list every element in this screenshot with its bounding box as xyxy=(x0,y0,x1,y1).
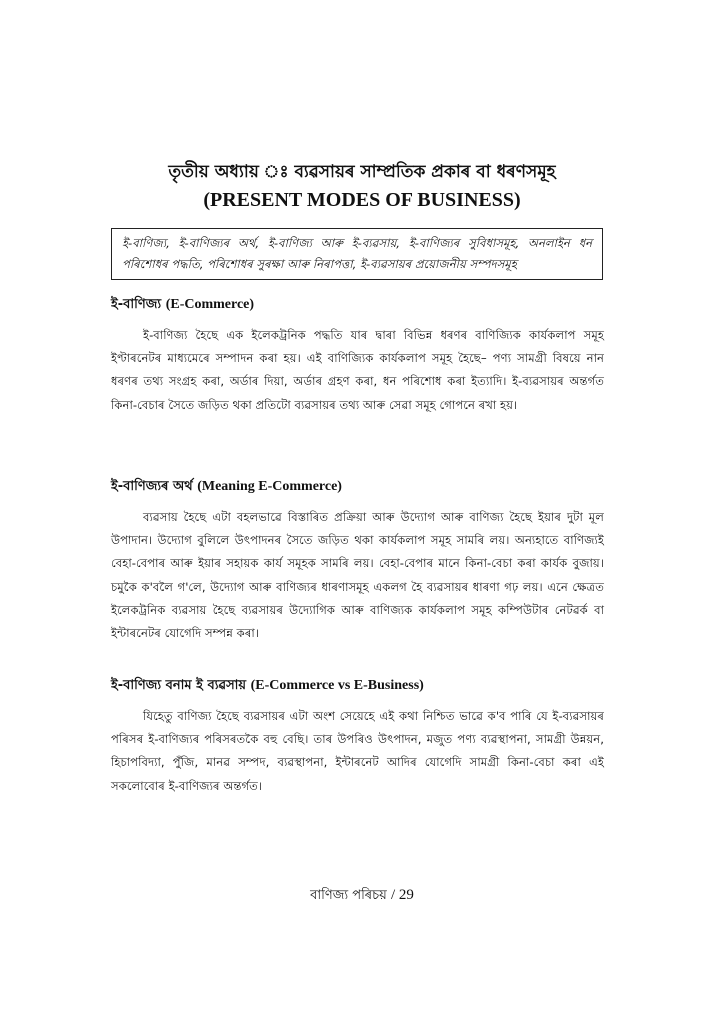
section-meaning-ecommerce xyxy=(111,478,604,645)
section-body: ব্যৱসায় হৈছে এটা বহলভাৱে বিস্তাৰিত প্ৰক্ৰিয়া আৰু উদ্যোগ আৰু বাণিজ্য হৈছে ইয়াৰ দুটা মূল উপাদান। উদ্যোগ বুলিলে উৎপাদনৰ সৈতে জড়িত থকা কাৰ্যকলাপ সমূহ সামৰি লয়। অন্যহাতে বাণিজ্যই বেহা-বেপাৰ আৰু ইয়াৰ সহায়ক কাৰ্য সমূহক সামৰি লয়। বেহা-বেপাৰ মানে কিনা-বেচা কৰা কাৰ্যক বুজায়। চমুকৈ ক'বলৈ গ'লে, উদ্যোগ আৰু বাণিজ্যৰ ধাৰণাসমূহ একলগ হৈ ব্যৱসায়ৰ ধাৰণা গঢ় লয়। এনে ক্ষেত্ৰত ইলেকট্ৰনিক ব্যৱসায় হৈছে ব্যৱসায়ৰ উদ্যোগিক আৰু বাণিজ্যক কাৰ্যকলাপ সমূহ কম্পিউটাৰ নেটৱৰ্ক বা ইন্টাৰনেটৰ যোগেদি সম্পন্ন কৰা। xyxy=(111,510,604,641)
section-heading-en: (E-Commerce) xyxy=(165,297,255,312)
section-heading-bn: ই-বাণিজ্যৰ অৰ্থ xyxy=(111,479,193,494)
footer-book-title: বাণিজ্য পৰিচয় xyxy=(310,888,387,903)
section-heading xyxy=(111,677,604,695)
section-heading xyxy=(111,296,604,314)
section-body: যিহেতু বাণিজ্য হৈছে ব্যৱসায়ৰ এটা অংশ সেয়েহে এই কথা নিশ্চিত ভাৱে ক'ব পাৰি যে ই-ব্যৱসায়ৰ পৰিসৰ ই-বাণিজ্যৰ পৰিসৰতকৈ বহু বেছি। তাৰ উপৰিও উৎপাদন, মজুত পণ্য ব্যৱস্থাপনা, সামগ্ৰী উন্নয়ন, হিচাপবিদ্যা, পুঁজি, মানৱ সম্পদ, ব্যৱস্থাপনা, ইন্টাৰনেট আদিৰ যোগেদি সামগ্ৰী কিনা-বেচা কৰা এই সকলোবোৰ ই-বাণিজ্যৰ অন্তৰ্গত। xyxy=(111,709,604,793)
section-heading-bn: ই-বাণিজ্য xyxy=(111,297,162,312)
chapter-title: তৃতীয় অধ্যায় ঃ ব্যৱসায়ৰ সাম্প্ৰতিক প্ৰকাৰ বা ধৰণসমূহ xyxy=(168,162,556,182)
section-ecommerce-vs-ebusiness xyxy=(111,677,604,798)
section-heading-en: (Meaning E-Commerce) xyxy=(197,479,342,494)
section-heading-en: (E-Commerce vs E-Business) xyxy=(250,678,424,693)
page-number: / 29 xyxy=(390,887,414,903)
section-heading xyxy=(111,478,604,496)
keywords-box xyxy=(111,228,603,280)
chapter-subtitle: (PRESENT MODES OF BUSINESS) xyxy=(203,189,521,211)
keywords-text: ই-বাণিজ্য, ই-বাণিজ্যৰ অৰ্থ, ই-বাণিজ্য আৰু ই-ব্যৱসায়, ই-বাণিজ্যৰ সুবিধাসমূহ, অনলাইন ধন পৰিশোধৰ পদ্ধতি, পৰিশোধৰ সুৰক্ষা আৰু নিৰাপত্তা, ই-ব্যৱসায়ৰ প্ৰয়োজনীয় সম্পদসমূহ xyxy=(122,236,592,271)
section-heading-bn: ই-বাণিজ্য বনাম ই ব্যৱসায় xyxy=(111,678,247,693)
page-footer xyxy=(0,886,724,905)
section-body: ই-বাণিজ্য হৈছে এক ইলেকট্ৰনিক পদ্ধতি যাৰ দ্বাৰা বিভিন্ন ধৰণৰ বাণিজ্যিক কাৰ্যকলাপ সমূহ ইণ্টাৰনেটৰ মাধ্যমেৰে সম্পাদন কৰা হয়। এই বাণিজ্যিক কাৰ্যকলাপ সমূহ হৈছে– পণ্য সামগ্ৰী বিষয়ে নান ধৰণৰ তথ্য সংগ্ৰহ কৰা, অৰ্ডাৰ দিয়া, অৰ্ডাৰ গ্ৰহণ কৰা, ধন পৰিশোধ কৰা ইত্যাদি। ই-ব্যৱসায়ৰ অন্তৰ্গত কিনা-বেচাৰ সৈতে জড়িত থকা প্ৰতিটো ব্যৱসায়ৰ তথ্য আৰু সেৱা সমূহ গোপনে ৰখা হয়। xyxy=(111,328,604,412)
section-ecommerce xyxy=(111,296,604,417)
